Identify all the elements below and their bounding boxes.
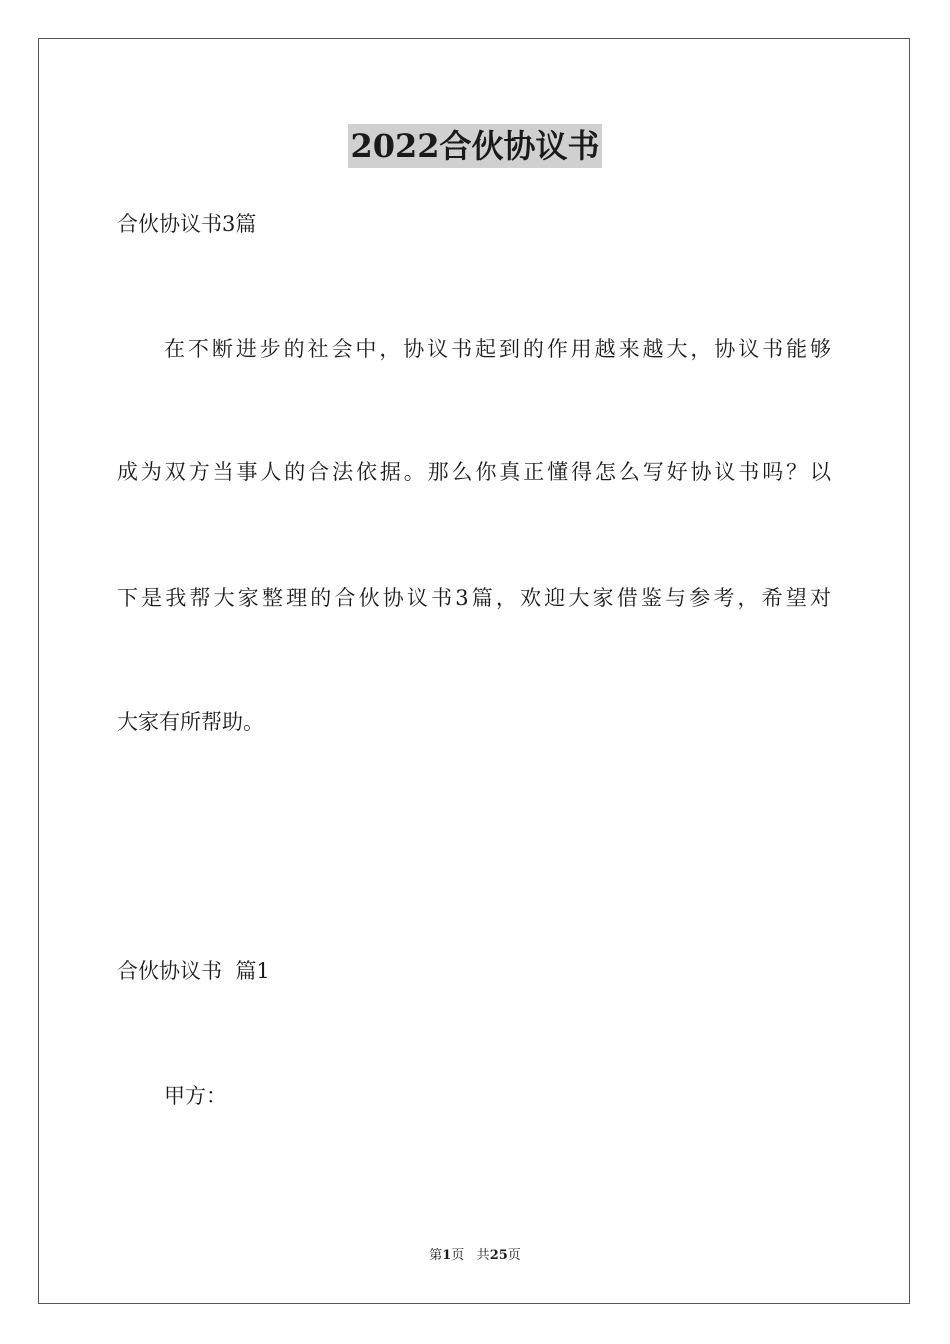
section-heading: 合伙协议书 篇1 — [117, 959, 270, 983]
intro-line-1: 在不断进步的社会中，协议书起到的作用越来越大，协议书能够 — [164, 337, 831, 361]
page-footer — [0, 1247, 950, 1265]
intro-line-4: 大家有所帮助。 — [117, 710, 264, 734]
document-subtitle: 合伙协议书3篇 — [117, 212, 257, 236]
footer-page-number: 1 — [442, 1248, 452, 1263]
footer-total-suffix: 页 — [507, 1248, 521, 1263]
document-title — [0, 124, 950, 168]
footer-page-prefix: 第 — [429, 1248, 443, 1263]
document-title-text: 2022合伙协议书 — [348, 124, 601, 168]
footer-total-prefix: 共 — [476, 1248, 490, 1263]
footer-total-pages: 25 — [489, 1248, 508, 1263]
party-a-label: 甲方： — [164, 1084, 227, 1108]
intro-line-2: 成为双方当事人的合法依据。那么你真正懂得怎么写好协议书吗？以 — [117, 460, 831, 484]
footer-page-suffix: 页 — [451, 1248, 465, 1263]
intro-line-3: 下是我帮大家整理的合伙协议书3篇，欢迎大家借鉴与参考，希望对 — [117, 586, 831, 610]
